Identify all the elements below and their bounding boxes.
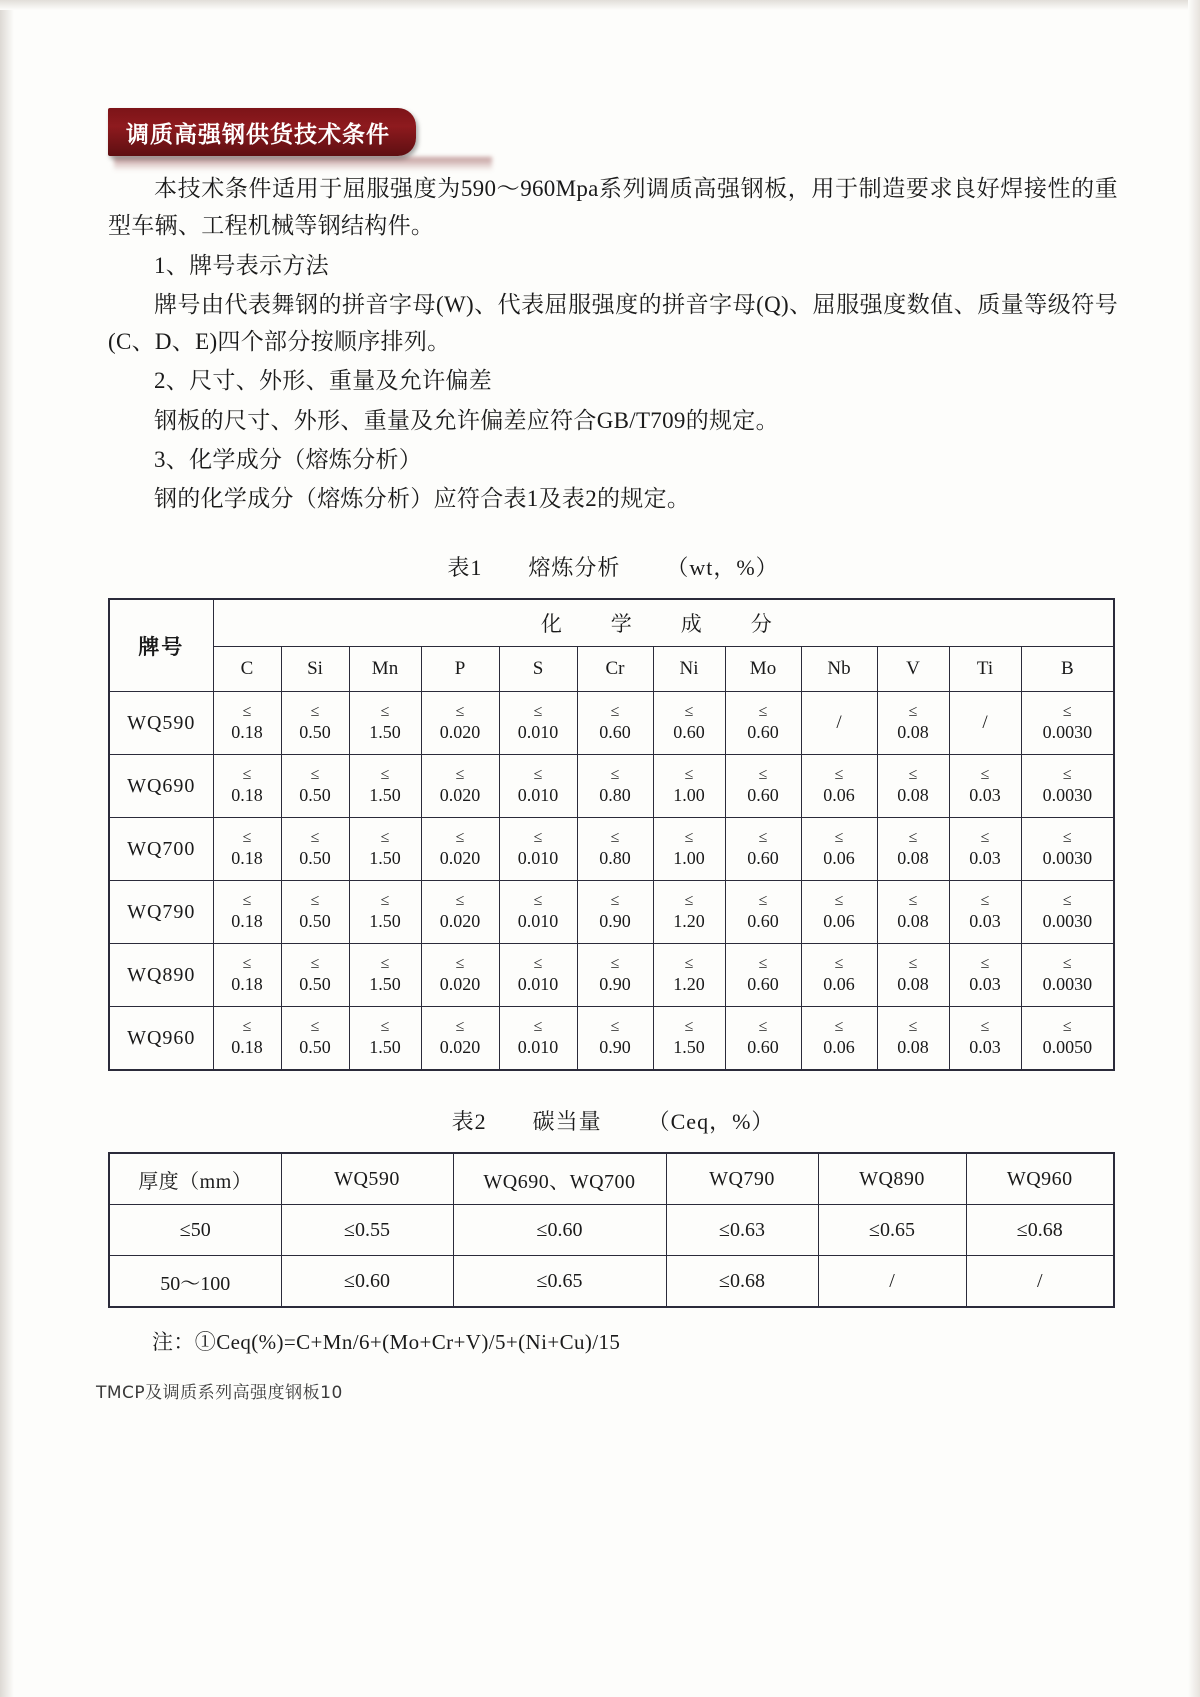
table1-number: 0.50 xyxy=(299,974,331,995)
table1-number: 0.020 xyxy=(439,722,481,743)
table1-prefix: ≤ xyxy=(834,1018,844,1036)
table1-number: 0.0030 xyxy=(1042,722,1093,743)
table1-prefix: ≤ xyxy=(908,892,918,910)
table1-prefix: ≤ xyxy=(455,703,465,721)
table1-prefix: ≤ xyxy=(310,1018,320,1036)
table1-number: 0.06 xyxy=(823,1037,855,1058)
paragraph-dimensions: 钢板的尺寸、外形、重量及允许偏差应符合GB/T709的规定。 xyxy=(154,407,779,433)
table1-cell-value xyxy=(213,881,281,944)
table1-prefix: ≤ xyxy=(610,1018,620,1036)
table2-cell-thickness: ≤50 xyxy=(109,1205,281,1256)
banner-shadow xyxy=(114,157,492,171)
table1-cell-value: / xyxy=(801,692,877,755)
table1-cell-value xyxy=(213,692,281,755)
table1-cell-value xyxy=(421,818,499,881)
table1-cell-value xyxy=(499,944,577,1007)
table1-prefix: ≤ xyxy=(980,955,990,973)
table1-number: 0.80 xyxy=(599,785,631,806)
table1-header-el-ni: Ni xyxy=(653,647,725,692)
table1-cell-value xyxy=(877,755,949,818)
table2-header-wq890: WQ890 xyxy=(818,1153,966,1205)
table1-prefix: ≤ xyxy=(758,955,768,973)
table1-cell-brand: WQ700 xyxy=(109,818,213,881)
table2-cell-value: ≤0.68 xyxy=(966,1205,1114,1256)
table1-cell-value xyxy=(349,1007,421,1071)
table1-prefix: ≤ xyxy=(1062,892,1072,910)
page-content xyxy=(108,0,1118,1356)
table1-cell-value xyxy=(1021,1007,1114,1071)
table-row xyxy=(109,1007,1114,1071)
table1-number: 0.50 xyxy=(299,722,331,743)
table1-prefix: ≤ xyxy=(242,1018,252,1036)
table1-number: 0.08 xyxy=(897,911,929,932)
table1-cell-value xyxy=(281,692,349,755)
table1-prefix: ≤ xyxy=(980,829,990,847)
table1-cell-value xyxy=(421,692,499,755)
table1-number: 0.0030 xyxy=(1042,911,1093,932)
table1-prefix: ≤ xyxy=(834,766,844,784)
table1-cell-value xyxy=(577,1007,653,1071)
intro-text-block xyxy=(108,170,1118,517)
table1-cell-value xyxy=(653,692,725,755)
paragraph-heading-3: 3、化学成分（熔炼分析） xyxy=(154,446,423,472)
table1-number: 0.90 xyxy=(599,911,631,932)
table1-cell-value xyxy=(801,755,877,818)
table1-number: 1.50 xyxy=(369,848,401,869)
table1-number: 1.00 xyxy=(673,848,705,869)
table1-prefix: ≤ xyxy=(242,892,252,910)
table1-number: 0.08 xyxy=(897,722,929,743)
table2-cell-value: ≤0.65 xyxy=(818,1205,966,1256)
section-banner xyxy=(108,108,1118,170)
table1-number: 0.010 xyxy=(517,1037,559,1058)
table2-cell-thickness: 50～100 xyxy=(109,1256,281,1308)
table1-number: 1.50 xyxy=(369,911,401,932)
table1-number: 0.010 xyxy=(517,848,559,869)
table1-cell-value xyxy=(213,1007,281,1071)
table1-number: 0.010 xyxy=(517,722,559,743)
table1-cell-value xyxy=(577,755,653,818)
page-edge-right xyxy=(1188,0,1200,1697)
table-row xyxy=(109,1205,1114,1256)
table1-caption-label: 表1 xyxy=(447,555,483,581)
table1-number: 0.03 xyxy=(969,785,1001,806)
table-row xyxy=(109,692,1114,755)
table1-header-group: 化 学 成 分 xyxy=(213,599,1114,647)
table2-header-wq960: WQ960 xyxy=(966,1153,1114,1205)
table1-cell-value xyxy=(577,944,653,1007)
table2-cell-value: ≤0.68 xyxy=(666,1256,818,1308)
table1-cell-value xyxy=(281,944,349,1007)
table1-cell-value xyxy=(653,881,725,944)
table1-prefix: ≤ xyxy=(1062,1018,1072,1036)
table1-number: 1.00 xyxy=(673,785,705,806)
table1-prefix: ≤ xyxy=(908,766,918,784)
table-carbon-equivalent xyxy=(108,1152,1115,1308)
table1-prefix: ≤ xyxy=(758,766,768,784)
table1-cell-value xyxy=(1021,944,1114,1007)
table1-prefix: ≤ xyxy=(1062,703,1072,721)
table1-cell-value xyxy=(653,1007,725,1071)
table1-number: 1.50 xyxy=(673,1037,705,1058)
table1-cell-value xyxy=(349,944,421,1007)
table1-number: 0.50 xyxy=(299,785,331,806)
table1-prefix: ≤ xyxy=(310,766,320,784)
table1-number: 0.06 xyxy=(823,911,855,932)
table1-prefix: ≤ xyxy=(310,955,320,973)
table1-prefix: ≤ xyxy=(610,703,620,721)
table1-prefix: ≤ xyxy=(758,1018,768,1036)
table1-cell-value xyxy=(349,692,421,755)
table1-number: 0.03 xyxy=(969,911,1001,932)
table1-prefix: ≤ xyxy=(455,1018,465,1036)
table1-number: 0.50 xyxy=(299,1037,331,1058)
table1-prefix: ≤ xyxy=(610,766,620,784)
table1-number: 0.18 xyxy=(231,911,263,932)
table1-number: 0.020 xyxy=(439,911,481,932)
table1-header-el-mn: Mn xyxy=(349,647,421,692)
table1-prefix: ≤ xyxy=(758,829,768,847)
table1-prefix: ≤ xyxy=(310,703,320,721)
table1-cell-value xyxy=(725,692,801,755)
table1-number: 0.80 xyxy=(599,848,631,869)
table1-cell-value xyxy=(949,818,1021,881)
table1-header-el-si: Si xyxy=(281,647,349,692)
table1-cell-value xyxy=(213,944,281,1007)
table1-number: 1.20 xyxy=(673,974,705,995)
table2-header-thickness: 厚度（mm） xyxy=(109,1153,281,1205)
table1-number: 1.50 xyxy=(369,785,401,806)
table1-header-row-group xyxy=(109,599,1114,647)
table1-prefix: ≤ xyxy=(242,703,252,721)
table-row xyxy=(109,881,1114,944)
table2-caption xyxy=(108,1105,1118,1136)
table2-cell-value: / xyxy=(966,1256,1114,1308)
table1-prefix: ≤ xyxy=(380,766,390,784)
table1-number: 0.08 xyxy=(897,1037,929,1058)
table1-number: 0.010 xyxy=(517,911,559,932)
table1-cell-brand: WQ960 xyxy=(109,1007,213,1071)
table1-cell-value xyxy=(949,755,1021,818)
table1-cell-value xyxy=(281,1007,349,1071)
table1-prefix: ≤ xyxy=(684,829,694,847)
table1-cell-value xyxy=(421,755,499,818)
table1-header-el-p: P xyxy=(421,647,499,692)
table1-prefix: ≤ xyxy=(242,955,252,973)
table1-number: 0.03 xyxy=(969,1037,1001,1058)
table2-caption-label: 表2 xyxy=(451,1109,487,1135)
table1-header-el-nb: Nb xyxy=(801,647,877,692)
table1-cell-value xyxy=(725,818,801,881)
table1-prefix: ≤ xyxy=(758,892,768,910)
table1-cell-value xyxy=(1021,818,1114,881)
table1-cell-brand: WQ590 xyxy=(109,692,213,755)
table1-cell-value xyxy=(421,1007,499,1071)
table1-number: 0.50 xyxy=(299,911,331,932)
table1-prefix: ≤ xyxy=(1062,955,1072,973)
table1-number: 1.50 xyxy=(369,1037,401,1058)
table1-number: 0.60 xyxy=(747,785,779,806)
table1-prefix: ≤ xyxy=(908,829,918,847)
table1-number: 0.60 xyxy=(747,974,779,995)
table1-prefix: ≤ xyxy=(380,829,390,847)
table1-cell-value xyxy=(1021,881,1114,944)
table1-header-el-c: C xyxy=(213,647,281,692)
table1-cell-value xyxy=(577,692,653,755)
table1-number: 0.08 xyxy=(897,848,929,869)
table1-prefix: ≤ xyxy=(684,892,694,910)
table1-cell-value xyxy=(1021,692,1114,755)
table1-cell-value xyxy=(725,944,801,1007)
table1-number: 0.60 xyxy=(673,722,705,743)
table1-prefix: ≤ xyxy=(908,1018,918,1036)
table1-cell-value xyxy=(499,1007,577,1071)
table1-number: 0.020 xyxy=(439,848,481,869)
table1-cell-value: / xyxy=(949,692,1021,755)
table1-prefix: ≤ xyxy=(455,892,465,910)
table1-prefix: ≤ xyxy=(533,766,543,784)
table1-number: 1.50 xyxy=(369,722,401,743)
table1-prefix: ≤ xyxy=(1062,766,1072,784)
table1-number: 0.06 xyxy=(823,848,855,869)
table2-note: 注：①Ceq(%)=C+Mn/6+(Mo+Cr+V)/5+(Ni+Cu)/15 xyxy=(152,1330,621,1355)
table1-cell-value xyxy=(213,818,281,881)
table1-number: 0.0030 xyxy=(1042,785,1093,806)
table1-body xyxy=(109,692,1114,1071)
table1-caption-name: 熔炼分析 xyxy=(528,555,621,581)
table1-cell-value xyxy=(499,818,577,881)
table1-cell-value xyxy=(281,881,349,944)
table1-prefix: ≤ xyxy=(834,892,844,910)
table1-number: 0.60 xyxy=(747,911,779,932)
table2-cell-value: ≤0.60 xyxy=(281,1256,453,1308)
table1-cell-value xyxy=(1021,755,1114,818)
table1-prefix: ≤ xyxy=(533,703,543,721)
table1-cell-value xyxy=(281,818,349,881)
table1-header-brand: 牌号 xyxy=(109,599,213,692)
table1-number: 0.60 xyxy=(599,722,631,743)
table1-cell-value xyxy=(213,755,281,818)
table1-cell-brand: WQ890 xyxy=(109,944,213,1007)
table2-caption-unit: （Ceq，%） xyxy=(647,1109,775,1135)
table1-header-row-elements xyxy=(109,647,1114,692)
table1-prefix: ≤ xyxy=(980,766,990,784)
table1-cell-value xyxy=(499,755,577,818)
table1-cell-value xyxy=(877,1007,949,1071)
table1-number: 0.90 xyxy=(599,974,631,995)
table2-header-wq790: WQ790 xyxy=(666,1153,818,1205)
table1-prefix: ≤ xyxy=(455,829,465,847)
table1-header-el-s: S xyxy=(499,647,577,692)
table1-prefix: ≤ xyxy=(310,829,320,847)
table1-prefix: ≤ xyxy=(684,955,694,973)
table1-prefix: ≤ xyxy=(610,892,620,910)
table1-prefix: ≤ xyxy=(242,766,252,784)
table1-prefix: ≤ xyxy=(380,703,390,721)
table2-cell-value: ≤0.63 xyxy=(666,1205,818,1256)
table1-number: 1.20 xyxy=(673,911,705,932)
table1-number: 0.020 xyxy=(439,785,481,806)
table1-number: 0.90 xyxy=(599,1037,631,1058)
table-row xyxy=(109,755,1114,818)
table1-cell-value xyxy=(725,1007,801,1071)
table1-prefix: ≤ xyxy=(533,892,543,910)
table2-header-row xyxy=(109,1153,1114,1205)
table1-prefix: ≤ xyxy=(242,829,252,847)
table1-cell-value xyxy=(421,944,499,1007)
table1-number: 0.0050 xyxy=(1042,1037,1093,1058)
paragraph-scope: 本技术条件适用于屈服强度为590～960Mpa系列调质高强钢板，用于制造要求良好焊接性的重型车辆、工程机械等钢结构件。 xyxy=(108,176,1118,239)
table1-prefix: ≤ xyxy=(758,703,768,721)
table1-cell-value xyxy=(801,1007,877,1071)
table2-cell-value: ≤0.65 xyxy=(453,1256,666,1308)
table1-number: 0.18 xyxy=(231,848,263,869)
table1-cell-value xyxy=(725,881,801,944)
table1-number: 0.18 xyxy=(231,785,263,806)
table1-number: 0.18 xyxy=(231,722,263,743)
table1-number: 0.06 xyxy=(823,785,855,806)
table1-prefix: ≤ xyxy=(834,955,844,973)
table1-cell-brand: WQ690 xyxy=(109,755,213,818)
table1-cell-value xyxy=(577,818,653,881)
table1-prefix: ≤ xyxy=(908,955,918,973)
table1-prefix: ≤ xyxy=(533,829,543,847)
table1-caption-unit: （wt，%） xyxy=(666,555,779,581)
table1-number: 0.18 xyxy=(231,974,263,995)
table1-cell-value xyxy=(801,944,877,1007)
table1-cell-value xyxy=(499,692,577,755)
table1-cell-value xyxy=(349,881,421,944)
table1-prefix: ≤ xyxy=(455,955,465,973)
table1-number: 0.020 xyxy=(439,974,481,995)
table1-cell-value xyxy=(949,881,1021,944)
table1-number: 0.03 xyxy=(969,974,1001,995)
table1-number: 0.03 xyxy=(969,848,1001,869)
table1-number: 0.50 xyxy=(299,848,331,869)
table1-prefix: ≤ xyxy=(1062,829,1072,847)
table1-prefix: ≤ xyxy=(533,1018,543,1036)
table1-cell-value xyxy=(653,818,725,881)
table2-caption-name: 碳当量 xyxy=(532,1109,602,1135)
table1-cell-value xyxy=(653,755,725,818)
table1-cell-value xyxy=(877,818,949,881)
table2-header-wq590: WQ590 xyxy=(281,1153,453,1205)
table1-prefix: ≤ xyxy=(380,892,390,910)
table1-cell-value xyxy=(877,881,949,944)
table1-cell-value xyxy=(949,944,1021,1007)
table1-cell-brand: WQ790 xyxy=(109,881,213,944)
table1-cell-value xyxy=(281,755,349,818)
table1-prefix: ≤ xyxy=(684,1018,694,1036)
table1-prefix: ≤ xyxy=(980,892,990,910)
table1-prefix: ≤ xyxy=(610,955,620,973)
table1-number: 0.08 xyxy=(897,785,929,806)
table1-caption xyxy=(108,551,1118,582)
table1-prefix: ≤ xyxy=(310,892,320,910)
table1-number: 0.18 xyxy=(231,1037,263,1058)
table1-prefix: ≤ xyxy=(908,703,918,721)
table1-prefix: ≤ xyxy=(380,1018,390,1036)
table-row xyxy=(109,1256,1114,1308)
table2-body xyxy=(109,1205,1114,1308)
table1-header-el-cr: Cr xyxy=(577,647,653,692)
table1-number: 0.010 xyxy=(517,785,559,806)
table1-prefix: ≤ xyxy=(684,766,694,784)
table1-prefix: ≤ xyxy=(610,829,620,847)
table2-header-wq690-wq700: WQ690、WQ700 xyxy=(453,1153,666,1205)
table1-cell-value xyxy=(421,881,499,944)
table1-cell-value xyxy=(349,818,421,881)
table1-number: 0.0030 xyxy=(1042,974,1093,995)
table-row xyxy=(109,818,1114,881)
page-footer: TMCP及调质系列高强度钢板10 xyxy=(96,1383,343,1403)
table1-number: 0.60 xyxy=(747,1037,779,1058)
table1-number: 0.0030 xyxy=(1042,848,1093,869)
table1-cell-value xyxy=(877,692,949,755)
table1-cell-value xyxy=(499,881,577,944)
paragraph-designation: 牌号由代表舞钢的拼音字母(W)、代表屈服强度的拼音字母(Q)、屈服强度数值、质量等级符号(C、D、E)四个部分按顺序排列。 xyxy=(108,291,1118,354)
table1-number: 0.60 xyxy=(747,722,779,743)
table1-cell-value xyxy=(653,944,725,1007)
table1-prefix: ≤ xyxy=(980,1018,990,1036)
table1-prefix: ≤ xyxy=(684,703,694,721)
table1-number: 0.60 xyxy=(747,848,779,869)
table2-cell-value: / xyxy=(818,1256,966,1308)
table1-header-el-ti: Ti xyxy=(949,647,1021,692)
table1-number: 0.020 xyxy=(439,1037,481,1058)
table1-prefix: ≤ xyxy=(533,955,543,973)
table2-cell-value: ≤0.60 xyxy=(453,1205,666,1256)
table1-number: 0.06 xyxy=(823,974,855,995)
banner-title: 调质高强钢供货技术条件 xyxy=(108,108,416,156)
table1-cell-value xyxy=(801,881,877,944)
table1-cell-value xyxy=(577,881,653,944)
table1-header-el-mo: Mo xyxy=(725,647,801,692)
table1-cell-value xyxy=(725,755,801,818)
table1-prefix: ≤ xyxy=(834,829,844,847)
table1-number: 1.50 xyxy=(369,974,401,995)
table1-prefix: ≤ xyxy=(455,766,465,784)
table1-header-el-v: V xyxy=(877,647,949,692)
table1-cell-value xyxy=(949,1007,1021,1071)
table1-cell-value xyxy=(877,944,949,1007)
paragraph-heading-2: 2、尺寸、外形、重量及允许偏差 xyxy=(154,368,492,394)
table1-number: 0.08 xyxy=(897,974,929,995)
paragraph-composition: 钢的化学成分（熔炼分析）应符合表1及表2的规定。 xyxy=(154,486,691,511)
page-edge-left xyxy=(0,0,14,1697)
table1-prefix: ≤ xyxy=(380,955,390,973)
table-melting-analysis xyxy=(108,598,1115,1071)
table2-cell-value: ≤0.55 xyxy=(281,1205,453,1256)
table1-header-el-b: B xyxy=(1021,647,1114,692)
table1-number: 0.010 xyxy=(517,974,559,995)
table-row xyxy=(109,944,1114,1007)
table1-cell-value xyxy=(801,818,877,881)
table1-cell-value xyxy=(349,755,421,818)
paragraph-heading-1: 1、牌号表示方法 xyxy=(154,252,329,278)
